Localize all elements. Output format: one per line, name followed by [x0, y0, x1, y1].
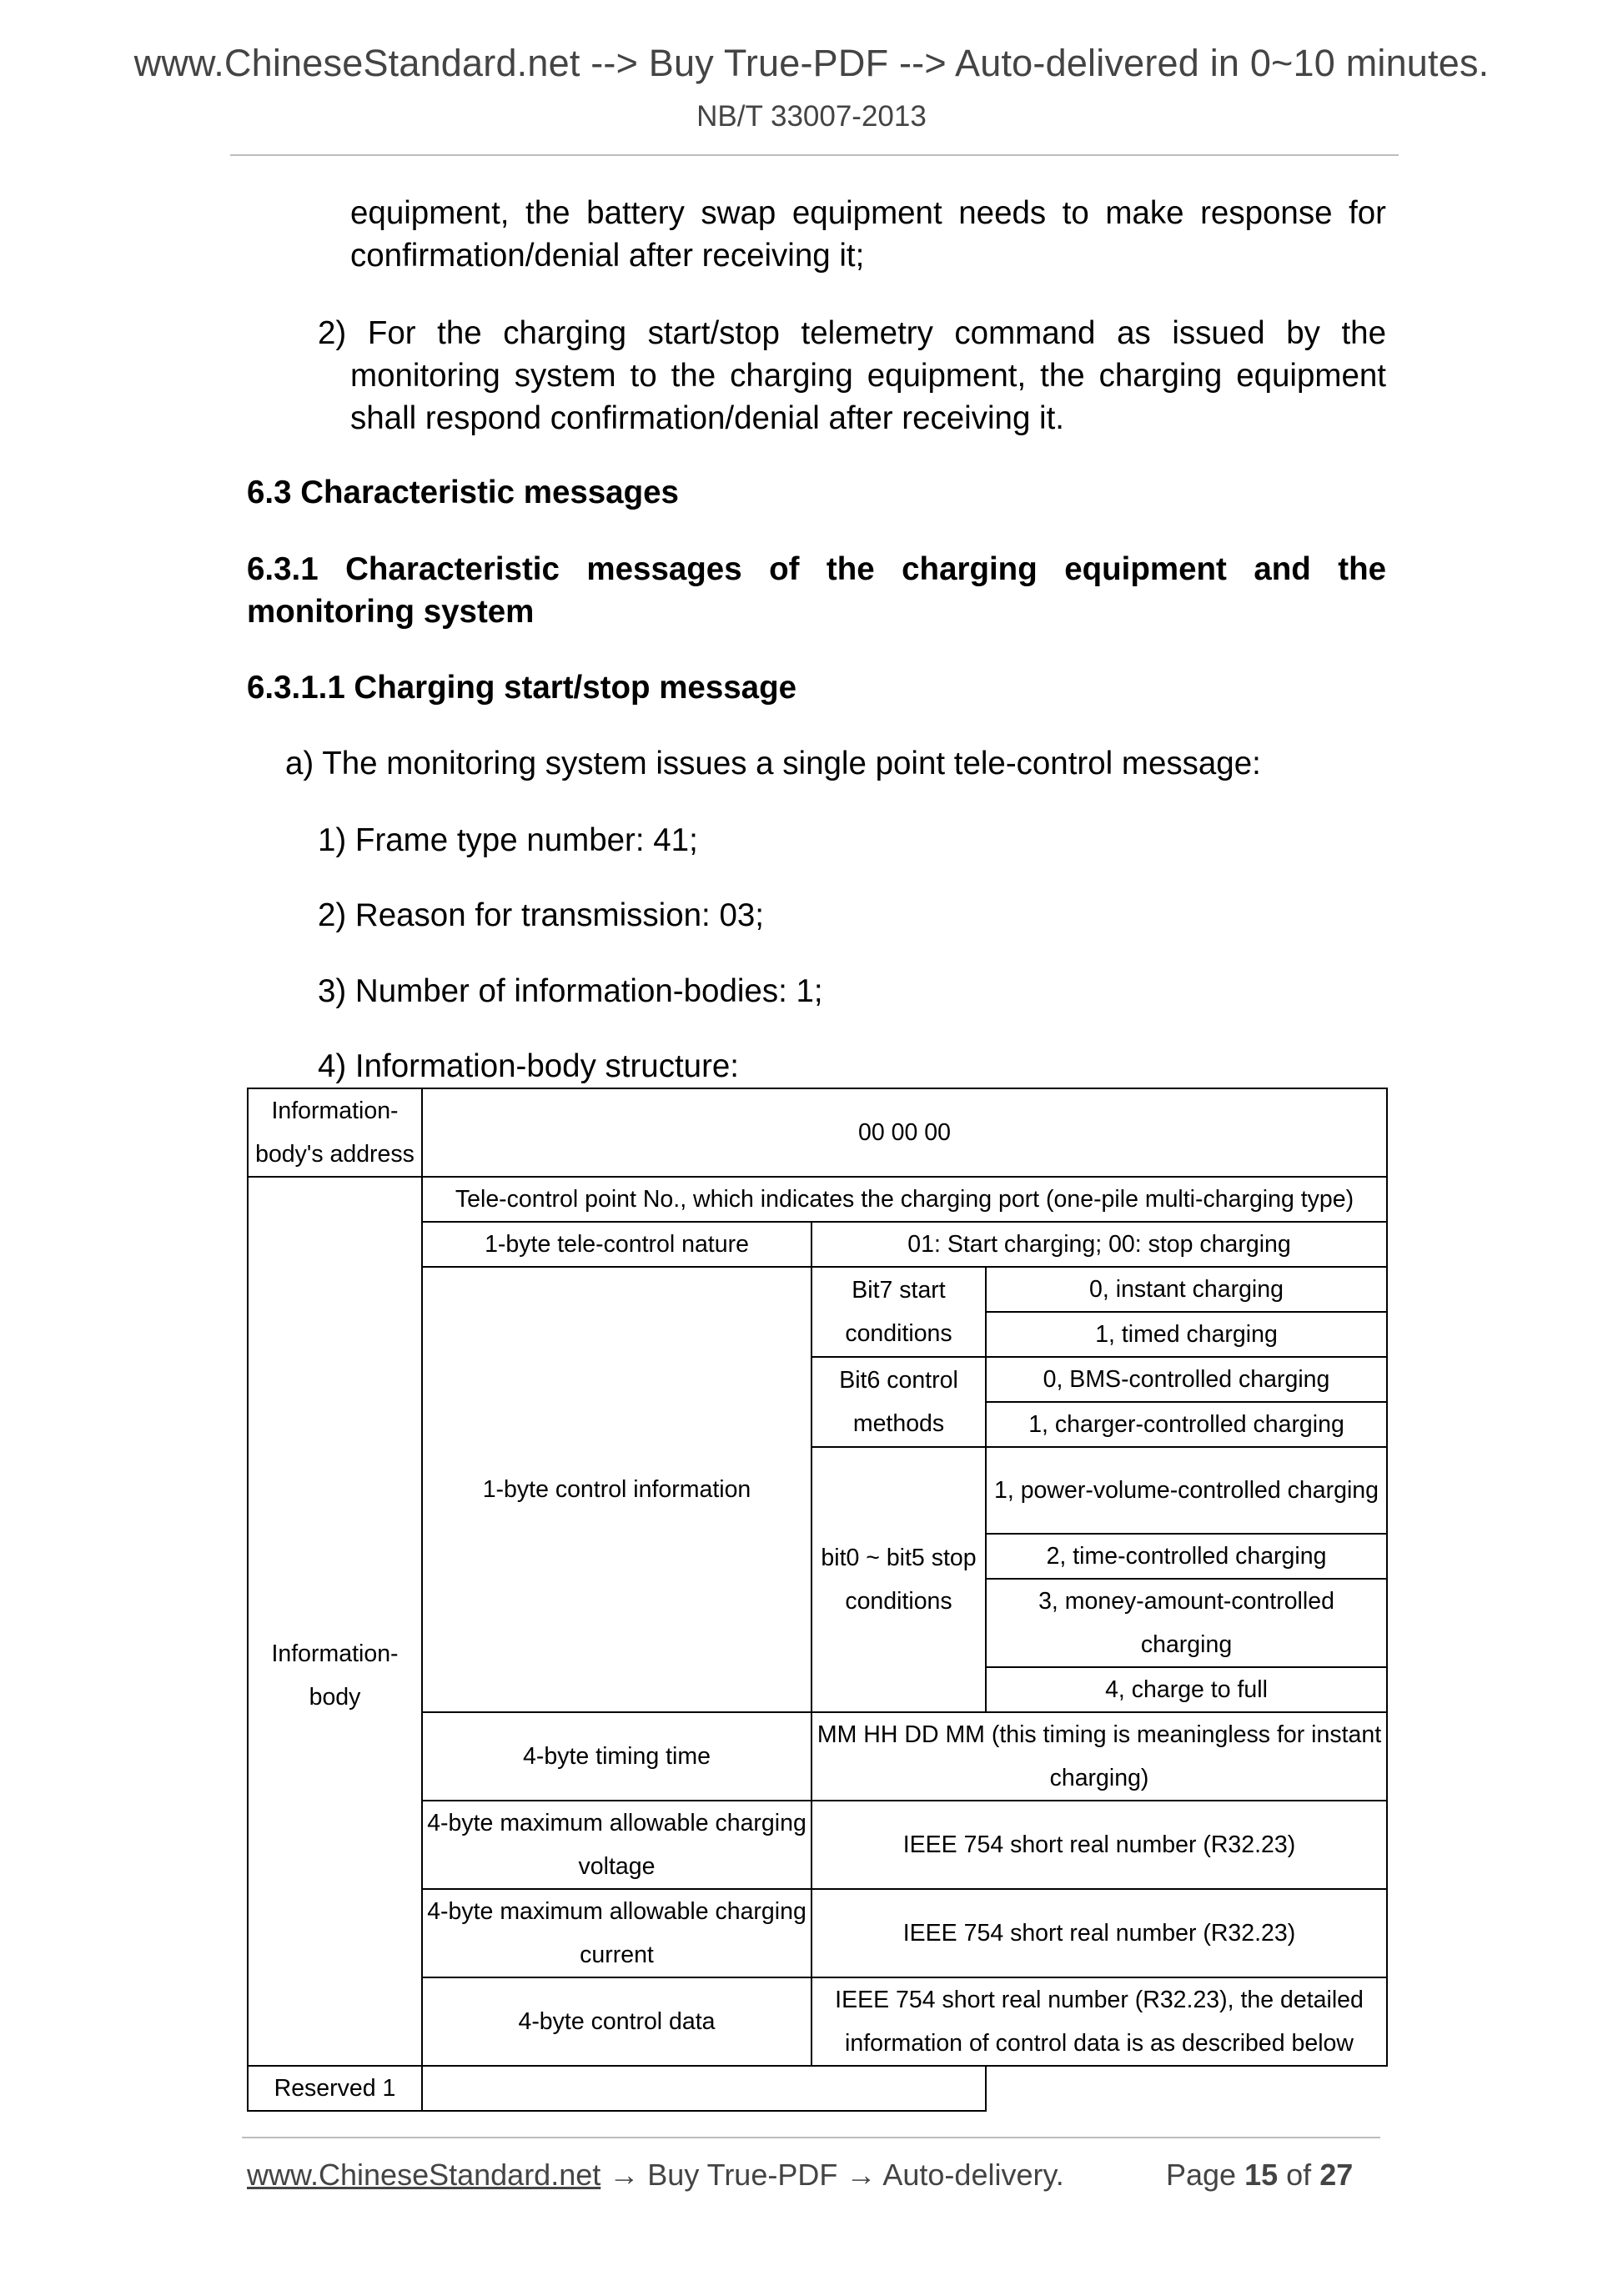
- list-item: 2) Reason for transmission: 03;: [318, 897, 764, 933]
- timing-value-cell: MM HH DD MM (this timing is meaningless for instant charging): [812, 1712, 1387, 1801]
- header-banner: www.ChineseStandard.net --> Buy True-PDF --> Auto-delivered in 0~10 minutes.: [133, 42, 1490, 84]
- list-item: 3) Number of information-bodies: 1;: [318, 973, 823, 1009]
- bit0-5-label-cell: bit0 ~ bit5 stop conditions: [812, 1447, 986, 1712]
- bit0-5-option-cell: 3, money-amount-controlled charging: [986, 1579, 1387, 1667]
- bit6-option-cell: 0, BMS-controlled charging: [986, 1357, 1387, 1402]
- list-item: 4) Information-body structure:: [318, 1048, 739, 1084]
- timing-label-cell: 4-byte timing time: [422, 1712, 812, 1801]
- footer-delivery-text: Auto-delivery.: [882, 2158, 1064, 2192]
- arrow-icon: →: [609, 2158, 640, 2192]
- page-total: 27: [1319, 2158, 1354, 2192]
- footer-divider: [242, 2137, 1380, 2138]
- reserved-value-cell: [422, 2066, 986, 2111]
- control-info-label-cell: 1-byte control information: [422, 1267, 812, 1712]
- bit7-label-cell: Bit7 start conditions: [812, 1267, 986, 1357]
- bit0-5-option-cell: 4, charge to full: [986, 1667, 1387, 1712]
- footer-buy-link[interactable]: Buy True-PDF: [647, 2158, 838, 2192]
- reserved-label-cell: Reserved 1: [248, 2066, 422, 2111]
- list-item-2: 2) For the charging start/stop telemetry command as issued by the monitoring system to the charging equipment, the charging equipment shall respond confirmation/denial after receiving it.: [318, 315, 1386, 436]
- page-word: Page: [1166, 2158, 1237, 2192]
- header-divider: [230, 154, 1399, 156]
- footer-links: [247, 2158, 1064, 2193]
- continued-paragraph: equipment, the battery swap equipment needs to make response for confirmation/denial after receiving it;: [350, 195, 1386, 274]
- information-body-table: [247, 1088, 1388, 2112]
- control-data-value-cell: IEEE 754 short real number (R32.23), the detailed information of control data is as described below: [812, 1977, 1387, 2066]
- section-heading-6-3: 6.3 Characteristic messages: [247, 475, 679, 510]
- bit0-5-option-cell: 2, time-controlled charging: [986, 1534, 1387, 1579]
- section-heading-6-3-1-1: 6.3.1.1 Charging start/stop message: [247, 670, 797, 706]
- of-word: of: [1286, 2158, 1312, 2192]
- current-value-cell: IEEE 754 short real number (R32.23): [812, 1889, 1387, 1977]
- voltage-label-cell: 4-byte maximum allowable charging voltage: [422, 1801, 812, 1889]
- page-number: 15: [1244, 2158, 1279, 2192]
- address-label-cell: Information-body's address: [248, 1088, 422, 1177]
- current-label-cell: 4-byte maximum allowable charging current: [422, 1889, 812, 1977]
- page-indicator: [1166, 2158, 1353, 2193]
- voltage-value-cell: IEEE 754 short real number (R32.23): [812, 1801, 1387, 1889]
- section-heading-6-3-1: 6.3.1 Characteristic messages of the charging equipment and the monitoring system: [247, 551, 1386, 630]
- bit0-5-option-cell: 1, power-volume-controlled charging: [986, 1447, 1387, 1534]
- list-item: 1) Frame type number: 41;: [318, 822, 698, 858]
- item-a: a) The monitoring system issues a single point tele-control message:: [285, 746, 1261, 781]
- footer-site-link[interactable]: www.ChineseStandard.net: [247, 2158, 601, 2192]
- arrow-icon: →: [846, 2158, 877, 2192]
- nature-label-cell: 1-byte tele-control nature: [422, 1222, 812, 1267]
- bit6-option-cell: 1, charger-controlled charging: [986, 1402, 1387, 1447]
- bit7-option-cell: 1, timed charging: [986, 1312, 1387, 1357]
- bit6-label-cell: Bit6 control methods: [812, 1357, 986, 1447]
- control-data-label-cell: 4-byte control data: [422, 1977, 812, 2066]
- tele-point-cell: Tele-control point No., which indicates the charging port (one-pile multi-charging type): [422, 1177, 1387, 1222]
- address-value-cell: 00 00 00: [422, 1088, 1387, 1177]
- standard-number: NB/T 33007-2013: [696, 100, 927, 133]
- nature-value-cell: 01: Start charging; 00: stop charging: [812, 1222, 1387, 1267]
- information-body-label-cell: Information-body: [248, 1177, 422, 2066]
- bit7-option-cell: 0, instant charging: [986, 1267, 1387, 1312]
